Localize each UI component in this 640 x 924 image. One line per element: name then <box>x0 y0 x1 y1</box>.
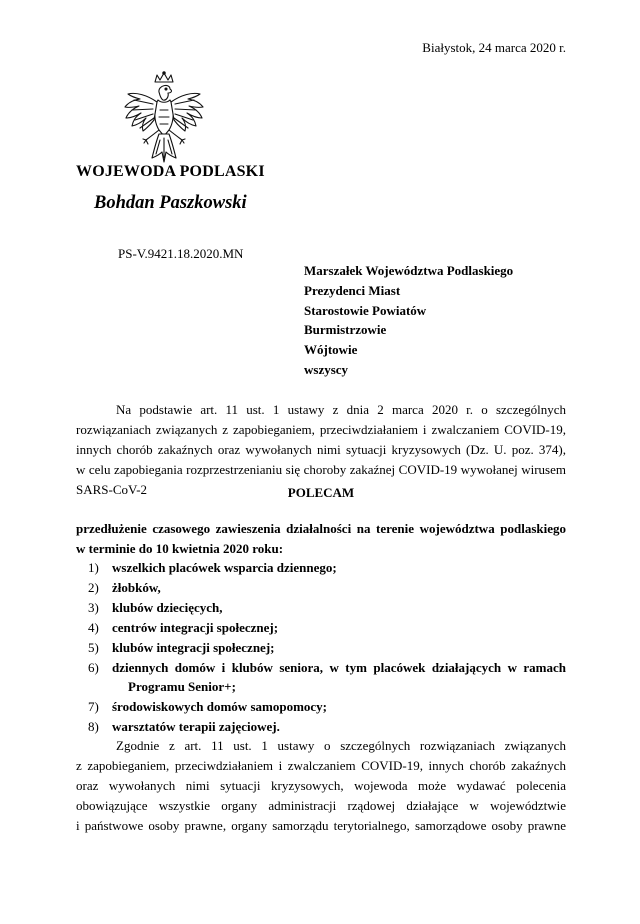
paragraph-line: i państwowe osoby prawne, organy samorządu terytorialnego, samorządowe osoby prawne <box>76 817 566 833</box>
item-number: 3) <box>88 599 99 615</box>
recipient-item: wszyscy <box>304 361 349 377</box>
item-text: klubów dziecięcych, <box>112 599 223 615</box>
item-number: 4) <box>88 619 99 635</box>
list-item <box>88 578 566 598</box>
recipient-item: Marszałek Województwa Podlaskiego <box>304 263 514 278</box>
paragraph-line: Na podstawie art. 11 ust. 1 ustawy z dnia 2 marca 2020 r. o szczególnych <box>116 402 566 417</box>
polish-eagle-emblem-icon <box>122 70 206 166</box>
recipient-list <box>304 261 513 380</box>
paragraph-line: oraz wywołanych nimi sytuacji kryzysowych, wojewoda może wydawać polecenia <box>76 777 566 793</box>
recipient-item: Wójtowie <box>304 342 358 358</box>
paragraph-line: SARS-CoV-2 <box>76 481 148 497</box>
item-number: 1) <box>88 560 99 575</box>
item-number: 7) <box>88 699 99 715</box>
paragraph-line: z zapobieganiem, przeciwdziałaniem i zwalczaniem COVID-19, innych chorób zakaźnych <box>76 757 566 773</box>
authority-paragraph <box>76 736 566 835</box>
reference-number: PS-V.9421.18.2020.MN <box>118 246 244 261</box>
list-item <box>88 717 566 737</box>
official-name: Bohdan Paszkowski <box>94 193 247 213</box>
item-number: 6) <box>88 659 99 675</box>
list-item <box>88 558 566 578</box>
paragraph-line: rozwiązaniach związanych z zapobieganiem, przeciwdziałaniem i zwalczaniem COVID-19, <box>76 421 566 437</box>
paragraph-line: innych chorób zakaźnych oraz wywołanych nimi sytuacji kryzysowych (Dz. U. poz. 374), <box>76 441 566 457</box>
item-number: 5) <box>88 639 99 655</box>
item-number: 2) <box>88 579 99 595</box>
list-item <box>88 598 566 618</box>
item-text-line: Programu Senior+; <box>128 679 236 695</box>
order-items-list <box>88 558 566 737</box>
recipient-item: Starostowie Powiatów <box>304 302 427 318</box>
item-text: wszelkich placówek wsparcia dziennego; <box>112 560 337 575</box>
list-item <box>88 697 566 717</box>
item-text: środowiskowych domów samopomocy; <box>112 699 327 715</box>
paragraph-line: w celu zapobiegania rozprzestrzenianiu się choroby zakaźnej COVID-19 wywołanej wirusem <box>76 461 566 477</box>
recipient-item: Burmistrzowie <box>304 322 387 338</box>
list-item <box>88 618 566 638</box>
issuing-office: WOJEWODA PODLASKI <box>76 163 265 180</box>
list-item <box>88 658 566 698</box>
item-text: żłobków, <box>112 579 161 595</box>
document-date: Białystok, 24 marca 2020 r. <box>422 40 566 55</box>
order-heading: POLECAM <box>287 485 355 500</box>
list-item <box>88 638 566 658</box>
paragraph-line: obowiązujące wszystkie organy administracji rządowej działające w województwie <box>76 797 566 813</box>
item-text: centrów integracji społecznej; <box>112 619 279 635</box>
order-intro-line: w terminie do 10 kwietnia 2020 roku: <box>76 540 284 556</box>
item-text-line: dziennych domów i klubów seniora, w tym placówek działających w ramach <box>112 659 566 675</box>
order-intro-line: przedłużenie czasowego zawieszenia działalności na terenie województwa podlaskiego <box>76 521 566 536</box>
item-number: 8) <box>88 719 99 735</box>
item-text: klubów integracji społecznej; <box>112 639 275 655</box>
item-text: warsztatów terapii zajęciowej. <box>112 719 280 735</box>
recipient-item: Prezydenci Miast <box>304 282 401 298</box>
order-intro <box>76 519 566 559</box>
paragraph-line: Zgodnie z art. 11 ust. 1 ustawy o szczególnych rozwiązaniach związanych <box>116 738 566 753</box>
item-text <box>112 658 566 698</box>
